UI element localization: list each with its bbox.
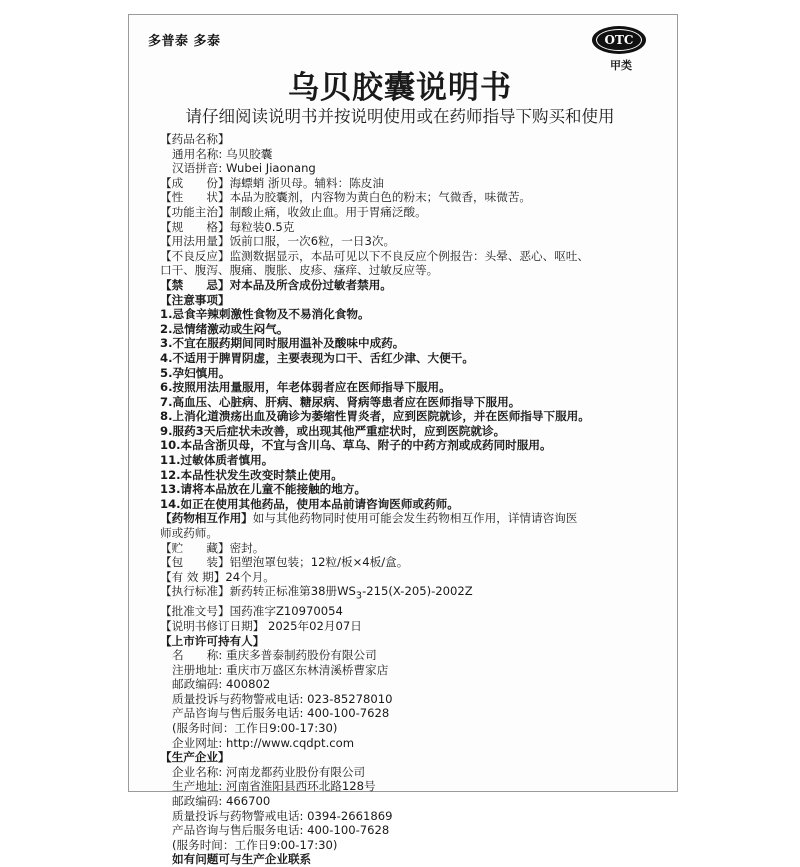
ingredients-row: 【成 份】海螵蛸 浙贝母。辅料：陈皮油 bbox=[160, 175, 384, 190]
holder-postcode-row: 邮政编码: 400802 bbox=[172, 677, 271, 692]
holder-website-row: 企业网址: http://www.cqdpt.com bbox=[172, 735, 355, 750]
license-holder-heading: 【上市许可持有人】 bbox=[160, 633, 265, 648]
list-item: 1.忌食辛辣刺激性食物及不易消化食物。 bbox=[160, 307, 370, 322]
drug-name-heading: 【药品名称】 bbox=[160, 132, 230, 146]
leaflet-content bbox=[160, 132, 640, 867]
page-title: 乌贝胶囊说明书 bbox=[288, 70, 512, 106]
list-item: 4.不适用于脾胃阴虚，主要表现为口干、舌红少津、大便干。 bbox=[160, 350, 474, 365]
list-item: 2.忌情绪激动或生闷气。 bbox=[160, 321, 289, 336]
manufacturer-postcode-row: 邮政编码: 466700 bbox=[172, 794, 271, 809]
page-subtitle: 请仔细阅读说明书并按说明使用或在药师指导下购买和使用 bbox=[185, 107, 615, 126]
otc-mark: OTC bbox=[596, 29, 642, 51]
manufacturer-complaint-row: 质量投诉与药物警戒电话: 0394-2661869 bbox=[172, 808, 393, 823]
pinyin-row: 汉语拼音: Wubei Jiaonang bbox=[172, 161, 316, 176]
adverse-row-cont: 口干、腹泻、腹痛、腹胀、皮疹、瘙痒、过敏反应等。 bbox=[160, 263, 439, 278]
list-item: 12.本品性状发生改变时禁止使用。 bbox=[160, 467, 343, 482]
revision-row: 【说明书修订日期】 2025年02月07日 bbox=[160, 618, 362, 633]
precautions-heading: 【注意事项】 bbox=[160, 292, 230, 307]
common-name-row: 通用名称: 乌贝胶囊 bbox=[172, 146, 273, 161]
indications-row: 【功能主治】制酸止痛，收敛止血。用于胃痛泛酸。 bbox=[160, 204, 427, 219]
holder-service-row: 产品咨询与售后服务电话: 400-100-7628 bbox=[172, 706, 390, 721]
list-item: 7.高血压、心脏病、肝病、糖尿病、肾病等患者应在医师指导下服用。 bbox=[160, 394, 521, 409]
package-row: 【包 装】铝塑泡罩包装；12粒/板×4板/盒。 bbox=[160, 555, 409, 570]
usage-row: 【用法用量】饭前口服，一次6粒，一日3次。 bbox=[160, 234, 396, 249]
manufacturer-name-row: 企业名称: 河南龙都药业股份有限公司 bbox=[172, 764, 366, 779]
interactions-row-cont: 师或药师。 bbox=[160, 526, 218, 541]
list-item: 14.如正在使用其他药品，使用本品前请咨询医师或药师。 bbox=[160, 496, 459, 511]
otc-class-label: 甲类 bbox=[610, 59, 632, 72]
adverse-row: 【不良反应】监测数据显示，本品可见以下不良反应个例报告：头晕、恶心、呕吐、 bbox=[160, 248, 589, 263]
list-item: 8.上消化道溃疡出血及确诊为萎缩性胃炎者，应到医院就诊，并在医师指导下服用。 bbox=[160, 409, 590, 424]
list-item: 6.按照用法用量服用，年老体弱者应在医师指导下服用。 bbox=[160, 380, 451, 395]
properties-row: 【性 状】本品为胶囊剂，内容物为黄白色的粉末；气微香，味微苦。 bbox=[160, 190, 532, 205]
list-item: 13.请将本品放在儿童不能接触的地方。 bbox=[160, 482, 367, 497]
validity-row: 【有 效 期】24个月。 bbox=[160, 569, 275, 584]
holder-complaint-row: 质量投诉与药物警戒电话: 023-85278010 bbox=[172, 691, 393, 706]
specification-row: 【规 格】每粒装0.5克 bbox=[160, 219, 295, 234]
manufacturer-heading: 【生产企业】 bbox=[160, 750, 230, 765]
precautions-list bbox=[160, 307, 640, 511]
otc-badge bbox=[592, 26, 646, 54]
holder-name-row: 名 称: 重庆多普泰制药股份有限公司 bbox=[172, 648, 377, 663]
approval-row: 【批准文号】国药准字Z10970054 bbox=[160, 604, 343, 619]
manufacturer-service-row: 产品咨询与售后服务电话: 400-100-7628 bbox=[172, 823, 390, 838]
holder-address-row: 注册地址: 重庆市万盛区东林清溪桥曹家店 bbox=[172, 662, 389, 677]
standard-row: 【执行标准】新药转正标准第38册$WS_3-215(X-205)-2002Z$ bbox=[160, 584, 473, 602]
holder-hours-row: (服务时间：工作日9:00-17:30) bbox=[172, 721, 338, 736]
list-item: 9.服药3天后症状未改善，或出现其他严重症状时，应到医院就诊。 bbox=[160, 423, 506, 438]
interactions-row: 【药物相互作用】如与其他药物同时使用可能会发生药物相互作用，详情请咨询医 bbox=[160, 511, 578, 526]
storage-row: 【贮 藏】密封。 bbox=[160, 540, 265, 555]
list-item: 3.不宜在服药期间同时服用温补及酸味中成药。 bbox=[160, 336, 405, 351]
footer-note: 如有问题可与生产企业联系 bbox=[172, 852, 312, 867]
manufacturer-hours-row: (服务时间：工作日9:00-17:30) bbox=[172, 837, 338, 852]
list-item: 10.本品含浙贝母，不宜与含川乌、草乌、附子的中药方剂或成药同时服用。 bbox=[160, 438, 552, 453]
manufacturer-address-row: 生产地址: 河南省淮阳县西环北路128号 bbox=[172, 779, 376, 794]
brand-logo: 多普泰 多泰 bbox=[148, 34, 221, 49]
list-item: 11.过敏体质者慎用。 bbox=[160, 453, 274, 468]
list-item: 5.孕妇慎用。 bbox=[160, 365, 231, 380]
contraindications-row: 【禁 忌】对本品及所含成份过敏者禁用。 bbox=[160, 277, 392, 292]
